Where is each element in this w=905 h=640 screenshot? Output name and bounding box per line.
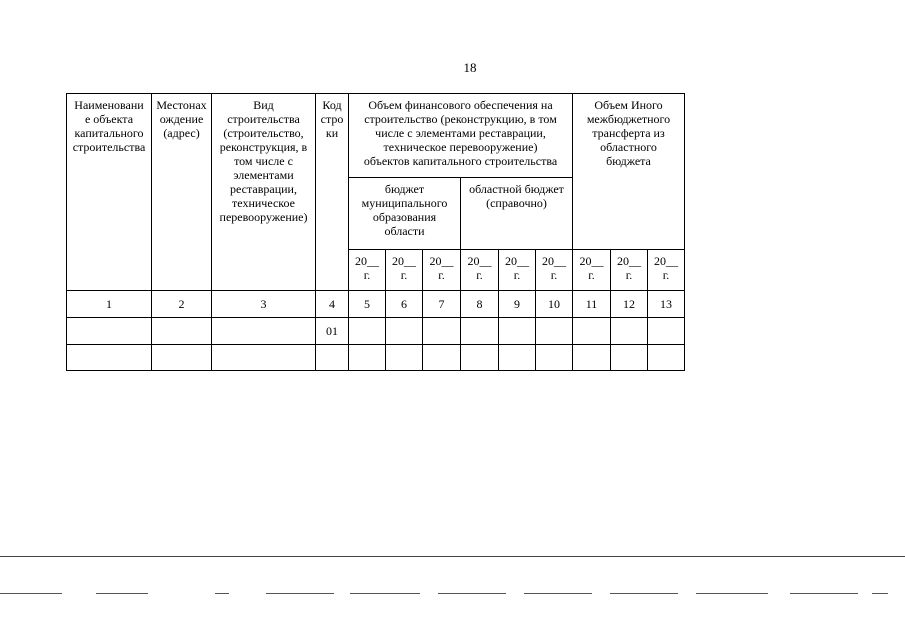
page-number: 18 bbox=[463, 60, 477, 75]
table-cell[interactable] bbox=[212, 318, 316, 345]
header-municipal-budget: бюджет муниципального образования области bbox=[349, 178, 461, 250]
column-number: 5 bbox=[349, 291, 386, 318]
header-regional-budget: областной бюджет (справочно) bbox=[461, 178, 573, 250]
capital-construction-table bbox=[66, 93, 685, 371]
table-cell[interactable] bbox=[499, 345, 536, 371]
year-cell: 20__ г. bbox=[648, 250, 685, 291]
table-cell[interactable] bbox=[573, 318, 611, 345]
header-row-code: Код стро ки bbox=[316, 94, 349, 291]
year-cell: 20__ г. bbox=[499, 250, 536, 291]
header-other-transfer: Объем Иного межбюджетного трансферта из областного бюджета bbox=[573, 94, 685, 250]
table-cell[interactable] bbox=[152, 345, 212, 371]
column-number: 6 bbox=[386, 291, 423, 318]
table-cell[interactable]: 01 bbox=[316, 318, 349, 345]
column-number: 11 bbox=[573, 291, 611, 318]
table-row bbox=[67, 345, 685, 371]
column-number: 7 bbox=[423, 291, 461, 318]
column-number: 1 bbox=[67, 291, 152, 318]
scan-artifact-line bbox=[524, 593, 592, 594]
header-location: Местонах ождение (адрес) bbox=[152, 94, 212, 291]
header-construction-type: Вид строительства (строительство, реконструкция, в том числе с элементами реставрации, техническое перевооружение) bbox=[212, 94, 316, 291]
table-cell[interactable] bbox=[536, 318, 573, 345]
table-cell[interactable] bbox=[349, 345, 386, 371]
column-number: 3 bbox=[212, 291, 316, 318]
year-cell: 20__ г. bbox=[611, 250, 648, 291]
scan-artifact-line bbox=[96, 593, 148, 594]
table-cell[interactable] bbox=[316, 345, 349, 371]
scan-artifact-line bbox=[266, 593, 334, 594]
table-cell[interactable] bbox=[386, 345, 423, 371]
year-cell: 20__ г. bbox=[349, 250, 386, 291]
year-cell: 20__ г. bbox=[386, 250, 423, 291]
table-cell[interactable] bbox=[611, 318, 648, 345]
column-number: 10 bbox=[536, 291, 573, 318]
table-cell[interactable] bbox=[423, 345, 461, 371]
scan-artifact-line bbox=[696, 593, 768, 594]
table-cell[interactable] bbox=[611, 345, 648, 371]
scan-artifact-line bbox=[438, 593, 506, 594]
table-cell[interactable] bbox=[573, 345, 611, 371]
table-cell[interactable] bbox=[648, 318, 685, 345]
scan-artifact-line bbox=[610, 593, 678, 594]
table-cell[interactable] bbox=[423, 318, 461, 345]
column-number: 13 bbox=[648, 291, 685, 318]
scan-artifact-line bbox=[0, 593, 62, 594]
header-object-name: Наименовани е объекта капитального строительства bbox=[67, 94, 152, 291]
table-cell[interactable] bbox=[461, 318, 499, 345]
year-cell: 20__ г. bbox=[573, 250, 611, 291]
table-row bbox=[67, 318, 685, 345]
scan-artifact-line bbox=[350, 593, 420, 594]
year-cell: 20__ г. bbox=[423, 250, 461, 291]
table-cell[interactable] bbox=[461, 345, 499, 371]
table-cell[interactable] bbox=[648, 345, 685, 371]
table-cell[interactable] bbox=[536, 345, 573, 371]
table-cell[interactable] bbox=[67, 318, 152, 345]
table-cell[interactable] bbox=[349, 318, 386, 345]
column-number: 4 bbox=[316, 291, 349, 318]
year-cell: 20__ г. bbox=[461, 250, 499, 291]
table-cell[interactable] bbox=[386, 318, 423, 345]
column-number: 12 bbox=[611, 291, 648, 318]
page-bottom-rule bbox=[0, 556, 905, 557]
table-cell[interactable] bbox=[499, 318, 536, 345]
column-number: 8 bbox=[461, 291, 499, 318]
column-number-row bbox=[67, 291, 685, 318]
column-number: 2 bbox=[152, 291, 212, 318]
header-funding-volume: Объем финансового обеспечения на строительство (реконструкцию, в том числе с элементами реставрации, техническое перевооружение) объектов капитального строительства bbox=[349, 94, 573, 178]
scan-artifact-line bbox=[790, 593, 858, 594]
year-cell: 20__ г. bbox=[536, 250, 573, 291]
table-cell[interactable] bbox=[152, 318, 212, 345]
table-cell[interactable] bbox=[67, 345, 152, 371]
column-number: 9 bbox=[499, 291, 536, 318]
table-cell[interactable] bbox=[212, 345, 316, 371]
scan-artifact-line bbox=[215, 593, 229, 594]
scan-artifact-line bbox=[872, 593, 888, 594]
